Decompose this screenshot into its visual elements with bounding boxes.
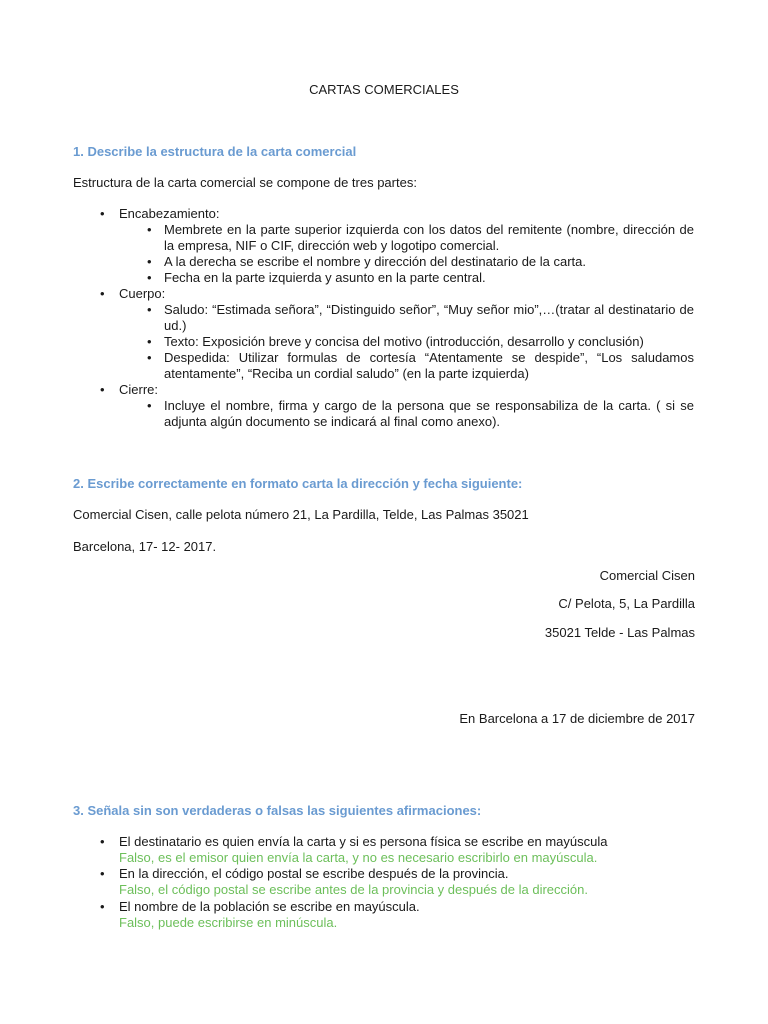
statement-3: El nombre de la población se escribe en mayúscula. xyxy=(119,899,420,914)
part-label-cierre: Cierre: xyxy=(119,382,159,397)
bullet: • xyxy=(100,382,105,397)
address-line-2: C/ Pelota, 5, La Pardilla xyxy=(558,596,695,611)
list-item: Fecha en la parte izquierda y asunto en la parte central. xyxy=(164,270,486,285)
bullet: • xyxy=(147,398,152,413)
answer-3: Falso, puede escribirse en minúscula. xyxy=(119,915,338,930)
section-1-intro: Estructura de la carta comercial se compone de tres partes: xyxy=(73,175,417,190)
list-item: Membrete en la parte superior izquierda con los datos del remitente (nombre, dirección de la empresa, NIF o CIF, dirección web y logotipo comercial. xyxy=(164,222,694,253)
bullet: • xyxy=(147,350,152,365)
bullet: • xyxy=(100,866,105,881)
list-item: Saludo: “Estimada señora”, “Distinguido señor”, “Muy señor mio”,…(tratar al destinatario de ud.) xyxy=(164,302,694,333)
statement-1: El destinatario es quien envía la carta y si es persona física se escribe en mayúscula xyxy=(119,834,608,849)
bullet: • xyxy=(147,270,152,285)
bullet: • xyxy=(147,334,152,349)
statement-2: En la dirección, el código postal se escribe después de la provincia. xyxy=(119,866,509,881)
section-3-heading: 3. Señala sin son verdaderas o falsas las siguientes afirmaciones: xyxy=(73,803,482,818)
date-line: En Barcelona a 17 de diciembre de 2017 xyxy=(459,711,695,726)
bullet: • xyxy=(100,286,105,301)
bullet: • xyxy=(147,222,152,237)
answer-1: Falso, es el emisor quien envía la carta, y no es necesario escribirlo en mayúscula. xyxy=(119,850,598,865)
list-item: A la derecha se escribe el nombre y dirección del destinatario de la carta. xyxy=(164,254,587,269)
source-address: Comercial Cisen, calle pelota número 21, La Pardilla, Telde, Las Palmas 35021 xyxy=(73,507,529,522)
bullet: • xyxy=(147,302,152,317)
address-line-1: Comercial Cisen xyxy=(599,568,695,583)
list-item: Despedida: Utilizar formulas de cortesía “Atentamente se despide”, “Los saludamos atentamente”, “Reciba un cordial saludo” (en la parte izquierda) xyxy=(164,350,694,381)
document-title: CARTAS COMERCIALES xyxy=(309,82,459,97)
bullet: • xyxy=(100,834,105,849)
list-item: Incluye el nombre, firma y cargo de la persona que se responsabiliza de la carta. ( si se adjunta algún documento se indicará al final como anexo). xyxy=(164,398,694,429)
bullet: • xyxy=(100,206,105,221)
section-2-heading: 2. Escribe correctamente en formato carta la dirección y fecha siguiente: xyxy=(73,476,523,491)
part-label-cuerpo: Cuerpo: xyxy=(119,286,166,301)
bullet: • xyxy=(100,899,105,914)
address-line-3: 35021 Telde - Las Palmas xyxy=(544,625,695,640)
part-label-encabezamiento: Encabezamiento: xyxy=(119,206,220,221)
answer-2: Falso, el código postal se escribe antes de la provincia y después de la dirección. xyxy=(119,882,588,897)
list-item: Texto: Exposición breve y concisa del motivo (introducción, desarrollo y conclusión) xyxy=(164,334,644,349)
section-1-heading: 1. Describe la estructura de la carta comercial xyxy=(73,144,357,159)
source-date: Barcelona, 17- 12- 2017. xyxy=(73,539,217,554)
bullet: • xyxy=(147,254,152,269)
